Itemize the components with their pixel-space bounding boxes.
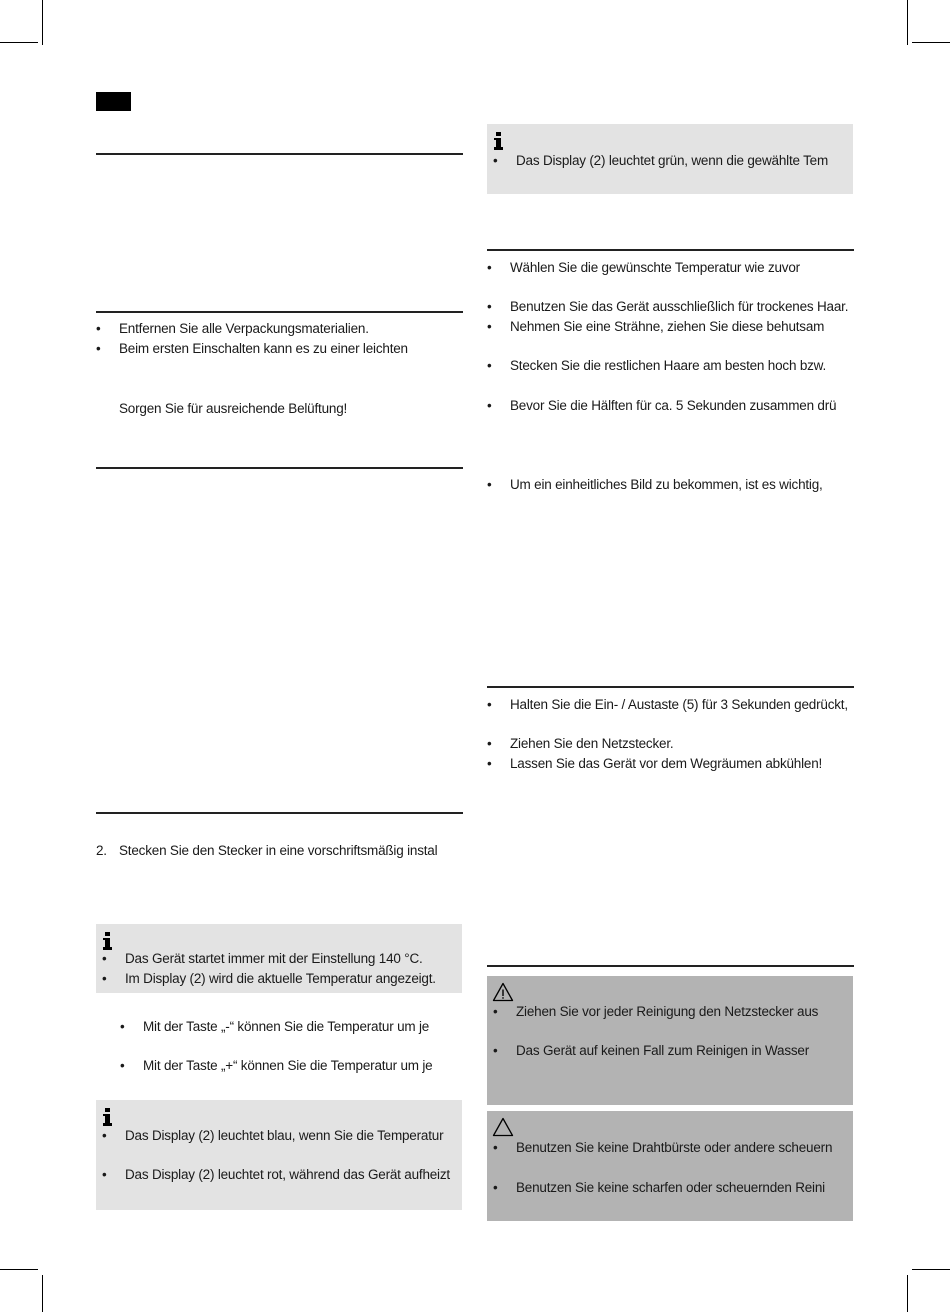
section-rule	[487, 965, 854, 967]
crop-mark	[0, 42, 38, 43]
crop-mark	[42, 1275, 43, 1312]
section-rule	[96, 311, 463, 313]
info-box: • Das Display (2) leuchtet blau, wenn Sie die Temperatur • Das Display (2) leuchtet rot, während das Gerät aufheizt	[96, 1100, 462, 1210]
info-icon	[102, 932, 112, 950]
section-rule	[487, 249, 854, 251]
caution-box: • Benutzen Sie keine Drahtbürste oder andere scheuern • Benutzen Sie keine scharfen oder scheuernden Reini	[487, 1111, 853, 1221]
crop-mark	[912, 1269, 950, 1270]
caution-icon	[492, 1117, 514, 1137]
ventilation-note: Sorgen Sie für ausreichende Belüftung!	[119, 401, 348, 416]
warning-box: • Ziehen Sie vor jeder Reinigung den Netzstecker aus • Das Gerät auf keinen Fall zum Reinigen in Wasser	[487, 976, 853, 1105]
section-rule	[96, 153, 463, 155]
info-icon	[493, 132, 503, 150]
info-icon	[102, 1108, 112, 1126]
info-box: • Das Display (2) leuchtet grün, wenn die gewählte Tem	[487, 124, 853, 194]
language-tab	[96, 92, 131, 111]
crop-mark	[912, 42, 950, 43]
warning-icon	[492, 982, 514, 1002]
crop-mark	[42, 0, 43, 45]
step-number: 2.	[96, 843, 107, 858]
crop-mark	[907, 0, 908, 45]
section-rule	[96, 812, 463, 814]
section-rule	[96, 467, 463, 469]
info-box: • Das Gerät startet immer mit der Einstellung 140 °C. • Im Display (2) wird die aktuelle Temperatur angezeigt.	[96, 924, 462, 993]
crop-mark	[0, 1269, 38, 1270]
crop-mark	[907, 1275, 908, 1312]
section-rule	[487, 686, 854, 688]
step-text: Stecken Sie den Stecker in eine vorschriftsmäßig instal	[119, 843, 438, 858]
